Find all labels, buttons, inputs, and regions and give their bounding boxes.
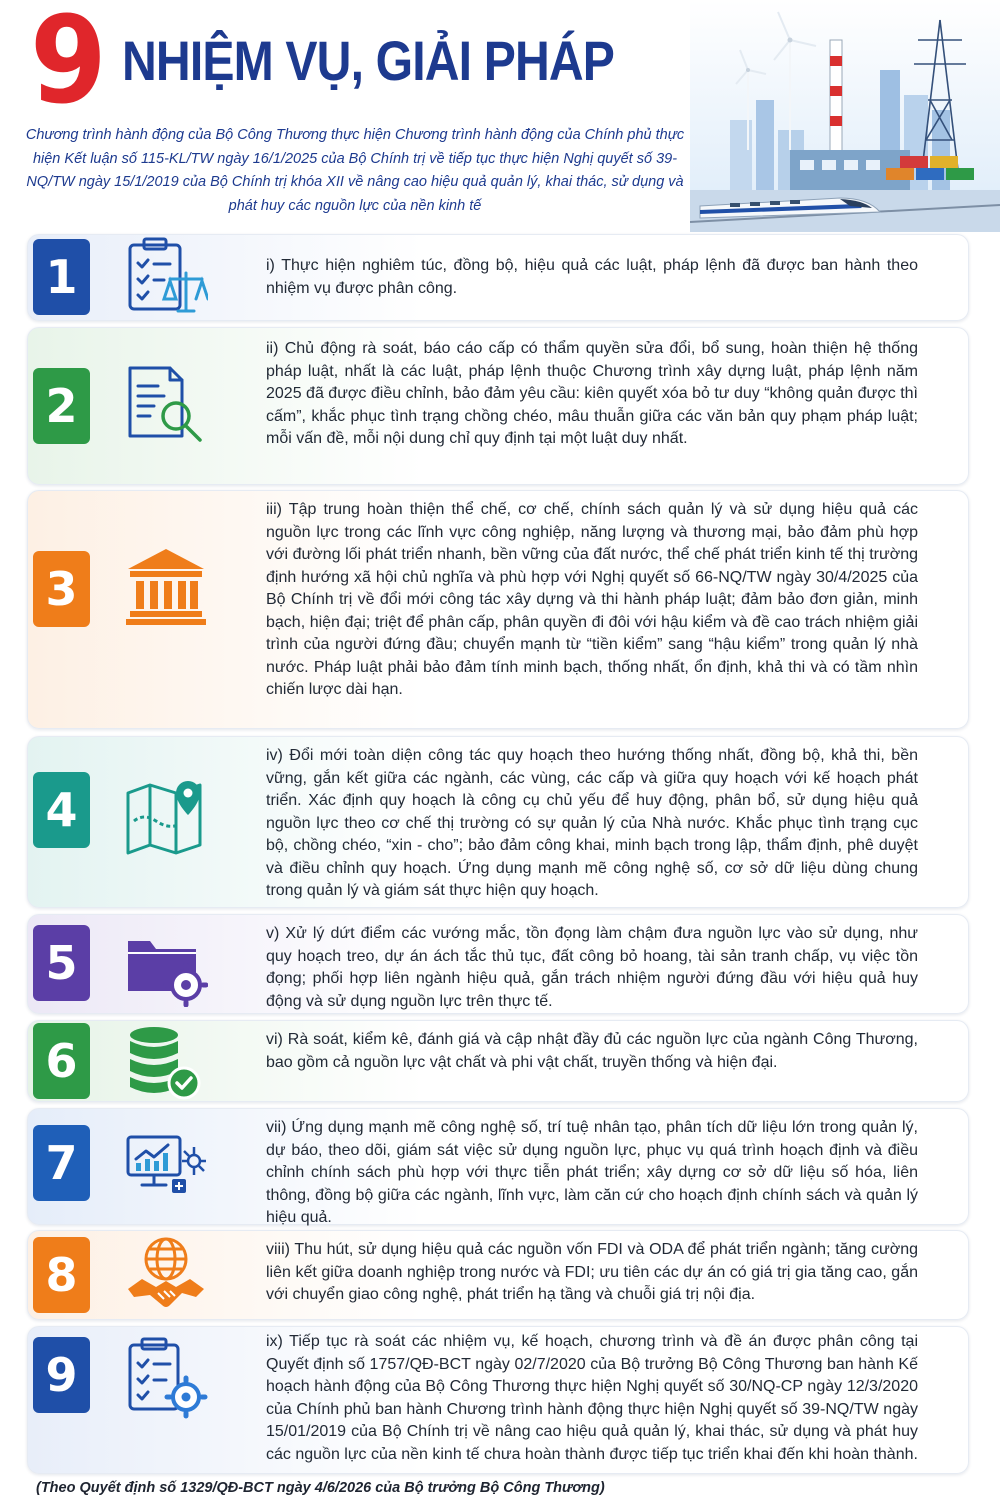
task-number-badge: 1 [33, 239, 90, 315]
map-pin-icon [124, 773, 208, 857]
page-title: NHIỆM VỤ, GIẢI PHÁP [122, 29, 615, 92]
task-text: iv) Đổi mới toàn diện công tác quy hoạch theo hướng thống nhất, đồng bộ, khả thi, bền vững, gắn kết giữa các ngành, các vùng, các cấp và giữa quy hoạch với kế hoạch phát triển. Xác định quy hoạch là công cụ chủ yếu để huy động, phân bổ, sử dụng hiệu quả nguồn lực theo cơ chế thị trường có sự quản lý của Nhà nước. Khắc phục tình trạng cục bộ, chồng chéo, “xin - cho”; bảo đảm công khai, minh bạch trong lập, thẩm định, phê duyệt và điều chỉnh quy hoạch. Ứng dụng mạnh mẽ công nghệ số, cơ sở dữ liệu dùng chung trong quản lý và giám sát thực hiện quy hoạch. [266, 747, 918, 899]
task-card-7 [27, 1108, 969, 1225]
database-check-icon [124, 1021, 208, 1105]
task-text: viii) Thu hút, sử dụng hiệu quả các nguồn vốn FDI và ODA để phát triển ngành; tăng cường liên kết giữa doanh nghiệp trong nước và FDI; ưu tiên các dự án có giá trị gia tăng cao, gắn với chuyển giao công nghệ, phát triển hạ tầng và chuỗi giá trị nội địa. [266, 1241, 918, 1303]
task-number-badge: 6 [33, 1023, 90, 1099]
task-card-9 [27, 1326, 969, 1474]
folder-gear-icon [124, 923, 208, 1007]
task-number-badge: 8 [33, 1237, 90, 1313]
task-card-4 [27, 736, 969, 908]
task-text: i) Thực hiện nghiêm túc, đồng bộ, hiệu quả các luật, pháp lệnh đã được ban hành theo nhiệm vụ được phân công. [266, 257, 918, 297]
checklist-gear-icon [124, 1335, 208, 1419]
source-note: (Theo Quyết định số 1329/QĐ-BCT ngày 4/6/2026 của Bộ trưởng Bộ Công Thương) [36, 1480, 605, 1496]
industry-energy-illustration [690, 0, 1000, 232]
task-card-1 [27, 234, 969, 321]
task-card-8 [27, 1230, 969, 1320]
document-search-icon [124, 362, 208, 446]
task-number-badge: 3 [33, 551, 90, 627]
clipboard-scales-icon [124, 235, 208, 319]
task-text: iii) Tập trung hoàn thiện thể chế, cơ chế, chính sách quản lý và sử dụng hiệu quả các nguồn lực trong các lĩnh vực công nghiệp, năng lượng và thương mại, bảo đảm phù hợp với đường lối phát triển nhanh, bền vững của đất nước, thể chế phát triển kinh tế thị trường định hướng xã hội chủ nghĩa và phù hợp với Nghị quyết số 66-NQ/TW ngày 30/4/2025 của Bộ Chính trị về đổi mới công tác xây dựng và thi hành pháp luật; đảm bảo đơn giản, minh bạch, hiện đại; triệt để phân cấp, phân quyền đi đôi với hậu kiểm và đề cao trách nhiệm giải trình của người đứng đầu; chuyển mạnh từ “tiền kiểm” sang “hậu kiểm” trong quản lý nhà nước. Pháp luật phải bảo đảm tính minh bạch, thống nhất, ổn định, khả thi và có tầm nhìn chiến lược dài hạn. [266, 501, 918, 698]
task-card-6 [27, 1020, 969, 1102]
task-text: vii) Ứng dụng mạnh mẽ công nghệ số, trí tuệ nhân tạo, phân tích dữ liệu lớn trong quản lý, dự báo, theo dõi, giám sát việc sử dụng nguồn lực, phục vụ quá trình hoạch định và điều chỉnh chính sách phù hợp với thực tiễn phát triển; xây dựng cơ sở dữ liệu số hóa, liên thông, đồng bộ giữa các ngành, lĩnh vực, làm căn cứ cho hoạch định chính sách và quản lý hiệu quả. [266, 1119, 918, 1226]
task-text: ix) Tiếp tục rà soát các nhiệm vụ, kế hoạch, chương trình và đề án được phân công tại Quyết định số 1757/QĐ-BCT ngày 02/7/2020 của Bộ trưởng Bộ Công Thương ban hành Kế hoạch hành động của Bộ Công Thương thực hiện Nghị quyết số 30/NQ-CP ngày 12/3/2020 của Chính phủ ban hành Chương trình hành động thực hiện Nghị quyết số 39-NQ/TW ngày 15/01/2019 của Bộ Chính trị về nâng cao hiệu quả quản lý, khai thác, sử dụng và phát huy các nguồn lực của nền kinh tế chưa hoàn thành được tiếp tục triển khai đến khi hoàn thành. [266, 1333, 918, 1463]
task-text: v) Xử lý dứt điểm các vướng mắc, tồn đọng làm chậm đưa nguồn lực vào sử dụng, như quy hoạch treo, dự án ách tắc thủ tục, đất công bỏ hoang, tài sản tranh chấp, vụ việc tồn đọng; phối hợp liên ngành hiệu quả, gắn trách nhiệm người đứng đầu với hiệu quả huy động và sử dụng nguồn lực trên thực tế. [266, 925, 918, 1010]
task-text: ii) Chủ động rà soát, báo cáo cấp có thẩm quyền sửa đổi, bổ sung, hoàn thiện hệ thống pháp luật, nhất là các luật, pháp lệnh thuộc Chương trình xây dựng luật, pháp lệnh năm 2025 đã được điều chỉnh, bảo đảm yêu cầu: kiên quyết xóa bỏ tư duy “không quản được thì cấm”, khắc phục tình trạng chồng chéo, mâu thuẫn giữa các văn bản quy phạm pháp luật; mỗi vấn đề, mỗi nội dung chỉ quy định tại một luật duy nhất. [266, 340, 918, 447]
task-card-2 [27, 327, 969, 485]
government-building-icon [124, 543, 208, 627]
page-subtitle: Chương trình hành động của Bộ Công Thương thực hiện Chương trình hành động của Chính phủ thực hiện Kết luận số 115-KL/TW ngày 16/1/2025 của Bộ Chính trị về tiếp tục thực hiện Nghị quyết số 39-NQ/TW ngày 15/1/2019 của Bộ Chính trị khóa XII về nâng cao hiệu quả quản lý, khai thác, sử dụng và phát huy các nguồn lực của nền kinh tế [25, 127, 685, 214]
globe-handshake-icon [124, 1233, 208, 1317]
task-card-5 [27, 914, 969, 1014]
task-number-badge: 2 [33, 368, 90, 444]
header [0, 0, 1000, 232]
header-number: 9 [30, 0, 107, 131]
task-card-3 [27, 490, 969, 729]
task-number-badge: 4 [33, 772, 90, 848]
task-number-badge: 5 [33, 925, 90, 1001]
task-number-badge: 9 [33, 1337, 90, 1413]
task-text: vi) Rà soát, kiểm kê, đánh giá và cập nhật đầy đủ các nguồn lực của ngành Công Thương, bao gồm cả nguồn lực vật chất và phi vật chất, truyền thống và hiện đại. [266, 1031, 918, 1071]
task-number-badge: 7 [33, 1125, 90, 1201]
analytics-monitor-icon [124, 1123, 208, 1207]
